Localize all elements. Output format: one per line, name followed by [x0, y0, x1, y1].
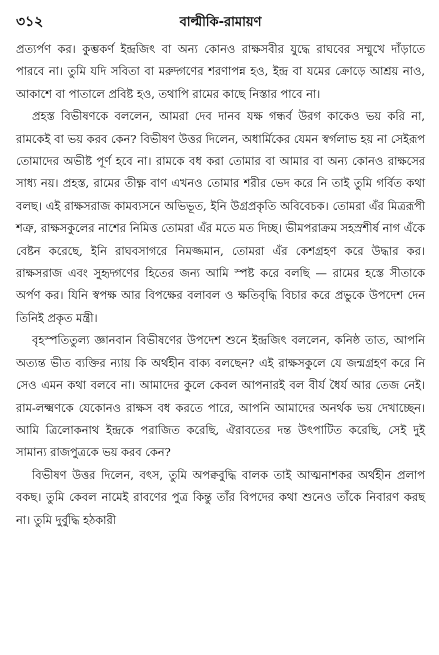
paragraph: প্রহস্ত বিভীষণকে বললেন, আমরা দেব দানব যক্ষ গন্ধর্ব উরগ কাকেও ভয় করি না, রামকেই বা ভয় করব কেন? বিভীষণ উত্তর দিলেন, অধার্মিকের যেমন স্বর্গলাভ হয় না সেইরূপ তোমাদের অভীষ্ট পূর্ণ হবে না। রামকে বধ করা তোমার বা আমার বা অন্য কোনও রাক্ষসের সাধ্য নয়। প্রহস্ত, রামের তীক্ষ্ণ বাণ এখনও তোমার শরীর ভেদ করে নি তাই তুমি গর্বিত কথা বলছ। এই রাক্ষসরাজ কামব্যসনে অভিভূত, ইনি উগ্রপ্রকৃতি অবিবেচক। তোমরা এঁর মিত্ররূপী শত্রু, রাক্ষসকুলের নাশের নিমিত্ত তোমরা এঁর মতে মত দিচ্ছ। ভীমপরাক্রম সহস্রশীর্ষ নাগ এঁকে বেষ্টন করেছে, ইনি রাঘবসাগরে নিমজ্জমান, তোমরা এঁর কেশগ্রহণ করে উদ্ধার কর। রাক্ষসরাজ এবং সুহৃদ্গণের হিতের জন্য আমি স্পষ্ট করে বলছি — রামের হস্তে সীতাকে অর্পণ কর। যিনি স্বপক্ষ আর বিপক্ষের বলাবল ও ক্ষতিবৃদ্ধি বিচার করে প্রভুকে উপদেশ দেন তিনিই প্রকৃত মন্ত্রী। [16, 109, 425, 325]
page-body [16, 38, 425, 531]
page-header [16, 10, 425, 38]
page-number: ৩১২ [16, 14, 44, 30]
running-title: বাল্মীকি-রামায়ণ [179, 15, 262, 30]
paragraph: প্রত্যর্পণ কর। কুম্ভকর্ণ ইন্দ্রজিৎ বা অন্য কোনও রাক্ষসবীর যুদ্ধে রাঘবের সম্মুখে দাঁড়াতে পারবে না। তুমি যদি সবিতা বা মরুদ্গণের শরণাপন্ন হও, ইন্দ্র বা যমের ক্রোড়ে আশ্রয় নাও, আকাশে বা পাতালে প্রবিষ্ট হও, তথাপি রামের কাছে নিস্তার পাবে না। [16, 42, 425, 101]
paragraph: বৃহস্পতিতুল্য জ্ঞানবান বিভীষণের উপদেশ শুনে ইন্দ্রজিৎ বললেন, কনিষ্ঠ তাত, আপনি অত্যন্ত ভীত ব্যক্তির ন্যায় কি অর্থহীন বাক্য বলছেন? এই রাক্ষসকুলে যে জন্মগ্রহণ করে নি সেও এমন কথা বলবে না। আমাদের কুলে কেবল আপনারই বল বীর্য ধৈর্য আর তেজ নেই। রাম-লক্ষ্মণকে যেকোনও রাক্ষস বধ করতে পারে, আপনি আমাদের অনর্থক ভয় দেখাচ্ছেন। আমি ত্রিলোকনাথ ইন্দ্রকে পরাজিত করেছি, ঐরাবতের দন্ত উৎপাটিত করেছি, সেই দুই সামান্য রাজপুত্রকে ভয় করব কেন? [16, 333, 425, 460]
paragraph: বিভীষণ উত্তর দিলেন, বৎস, তুমি অপক্ববুদ্ধি বালক তাই আত্মনাশকর অর্থহীন প্রলাপ বকছ। তুমি কেবল নামেই রাবণের পুত্র কিন্তু তাঁর বিপদের কথা শুনেও তাঁকে নিবারণ করছ না। তুমি দুর্বুদ্ধি হঠকারী [16, 467, 425, 527]
